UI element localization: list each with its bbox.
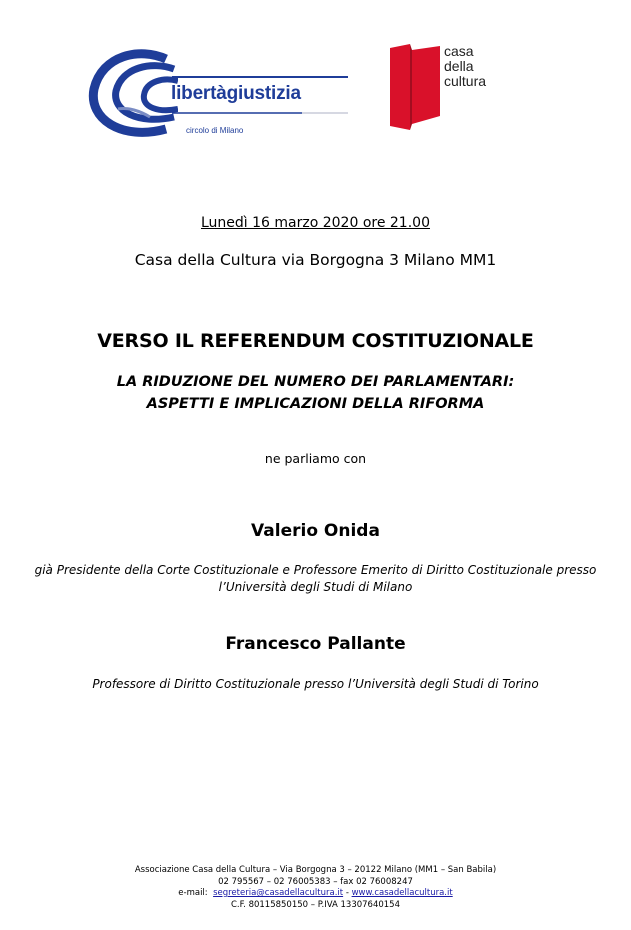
libertagiustizia-wordmark: libertàgiustizia xyxy=(171,83,301,104)
footer-contacts xyxy=(0,888,631,900)
speaker-1-role-line-1: già Presidente della Corte Costituzionale e Professore Emerito di Diritto Costituzionale presso xyxy=(34,563,597,577)
footer-separator: - xyxy=(345,888,349,898)
casa-della-cultura-logo xyxy=(388,44,508,134)
footer-website-link[interactable]: www.casadellacultura.it xyxy=(351,888,453,898)
footer-phones: 02 795567 – 02 76005383 – fax 02 76008247 xyxy=(218,876,413,887)
libertagiustizia-swirl-icon xyxy=(88,45,178,145)
cc-line-3: cultura xyxy=(444,73,487,89)
speaker-2-role-line-1: Professore di Diritto Costituzionale presso l’Università degli Studi di Torino xyxy=(92,677,539,691)
casa-della-cultura-book-icon xyxy=(388,44,442,134)
subtitle-line-1: LA RIDUZIONE DEL NUMERO DEI PARLAMENTARI: xyxy=(116,374,515,390)
libertagiustizia-subtitle: circolo di Milano xyxy=(186,126,244,135)
event-place: Casa della Cultura via Borgogna 3 Milano MM1 xyxy=(134,251,497,269)
footer-email-label: e-mail: xyxy=(178,888,208,898)
libertagiustizia-logo xyxy=(88,45,358,145)
intro-text: ne parliamo con xyxy=(264,451,367,466)
footer-address: Associazione Casa della Cultura – Via Borgogna 3 – 20122 Milano (MM1 – San Babila) xyxy=(134,865,497,875)
footer-fiscal: C.F. 80115850150 – P.IVA 13307640154 xyxy=(231,899,400,910)
speaker-1-name: Valerio Onida xyxy=(251,521,380,541)
footer xyxy=(0,865,631,911)
subtitle-line-2: ASPETTI E IMPLICAZIONI DELLA RIFORMA xyxy=(146,396,485,412)
casa-della-cultura-wordmark xyxy=(444,44,486,89)
event-subtitle xyxy=(0,371,631,415)
cc-line-1: casa xyxy=(444,43,474,59)
event-title: VERSO IL REFERENDUM COSTITUZIONALE xyxy=(97,330,534,352)
footer-email-link[interactable]: segreteria@casadellacultura.it xyxy=(213,888,344,898)
speaker-1-role xyxy=(0,562,631,596)
speaker-2-role xyxy=(0,676,631,693)
speaker-2-name: Francesco Pallante xyxy=(225,634,406,654)
speaker-1-role-line-2: l’Università degli Studi di Milano xyxy=(218,580,413,594)
event-date: Lunedì 16 marzo 2020 ore 21.00 xyxy=(201,215,430,231)
cc-line-2: della xyxy=(444,58,474,74)
